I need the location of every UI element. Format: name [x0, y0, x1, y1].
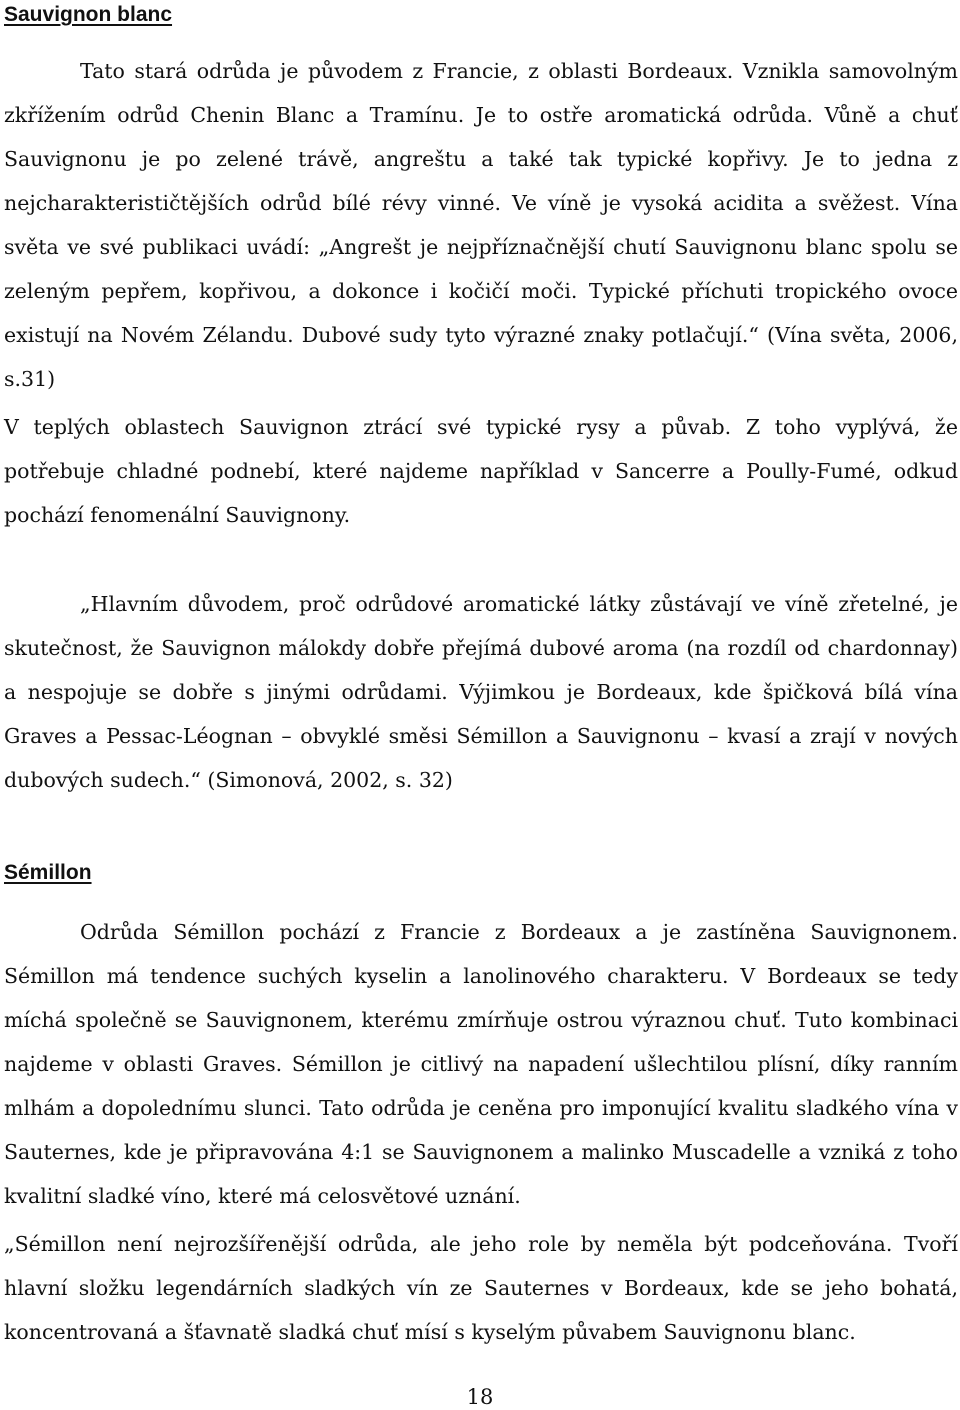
section-heading-sauvignon-blanc: Sauvignon blanc	[4, 3, 173, 26]
paragraph-semillon-intro: Odrůda Sémillon pochází z Francie z Bordeaux a je zastíněna Sauvignonem. Sémillon má tendence suchých kyselin a lanolinového charakteru. V Bordeaux se tedy míchá společně se Sauvignonem, kterému zmírňuje ostrou výraznou chuť. Tuto kombinaci najdeme v oblasti Graves. Sémillon je citlivý na napadení ušlechtilou plísní, díky ranním mlhám a dopolednímu slunci. Tato odrůda je ceněna pro imponující kvalitu sladkého vína v Sauternes, kde je připravována 4:1 se Sauvignonem a malinko Muscadelle a vzniká z toho kvalitní sladké víno, které má celosvětové uznání.	[4, 920, 958, 1208]
paragraph-sauvignon-intro: Tato stará odrůda je původem z Francie, z oblasti Bordeaux. Vznikla samovolným zkřížením odrůd Chenin Blanc a Tramínu. Je to ostře aromatická odrůda. Vůně a chuť Sauvignonu je po zelené trávě, angreštu a také tak typické kopřivy. Je to jedna z nejcharakterističtějších odrůd bílé révy vinné. Ve víně je vysoká acidita a svěžest. Vína světa ve své publikaci uvádí: „Angrešt je nejpříznačnější chutí Sauvignonu blanc spolu se zeleným pepřem, kopřivou, a dokonce i kočičí moči. Typické příchuti tropického ovoce existují na Novém Zélandu. Dubové sudy tyto výrazné znaky potlačují.“ (Vína světa, 2006, s.31)	[4, 59, 958, 391]
paragraph-sauvignon-quote: „Hlavním důvodem, proč odrůdové aromatické látky zůstávají ve víně zřetelné, je skutečnost, že Sauvignon málokdy dobře přejímá dubové aroma (na rozdíl od chardonnay) a nespojuje se dobře s jinými odrůdami. Výjimkou je Bordeaux, kde špičková bílá vína Graves a Pessac-Léognan – obvyklé směsi Sémillon a Sauvignonu – kvasí a zrají v nových dubových sudech.“ (Simonová, 2002, s. 32)	[4, 592, 958, 792]
paragraph-sauvignon-climate: V teplých oblastech Sauvignon ztrácí své typické rysy a půvab. Z toho vyplývá, že potřebuje chladné podnebí, které najdeme například v Sancerre a Poully-Fumé, odkud pochází fenomenální Sauvignony.	[4, 415, 958, 527]
page-number: 18	[466, 1385, 494, 1409]
paragraph-semillon-quote: „Sémillon není nejrozšířenější odrůda, ale jeho role by neměla být podceňována. Tvoří hlavní složku legendárních sladkých vín ze Sauternes v Bordeaux, kde se jeho bohatá, koncentrovaná a šťavnatě sladká chuť mísí s kyselým půvabem Sauvignonu blanc.	[4, 1232, 958, 1344]
section-heading-semillon: Sémillon	[4, 861, 92, 884]
